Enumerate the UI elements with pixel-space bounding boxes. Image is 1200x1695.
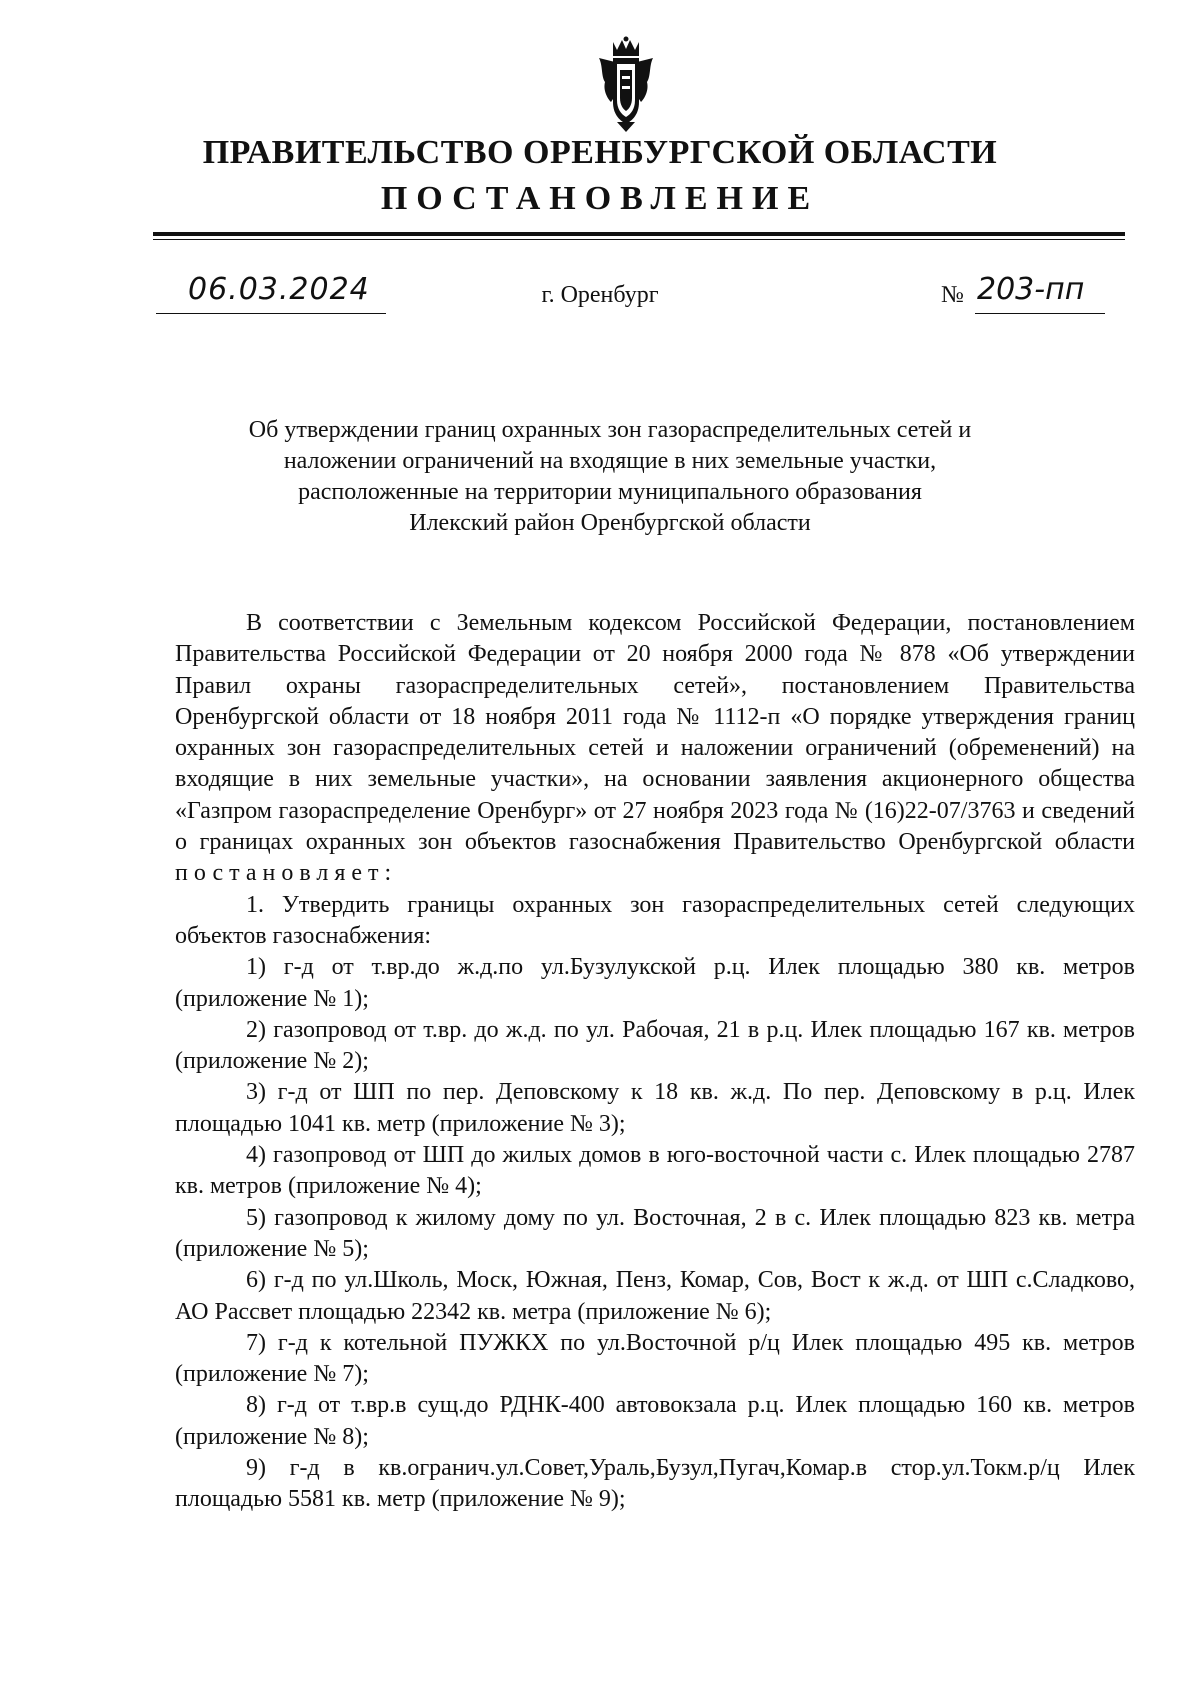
header-divider-thick — [153, 232, 1125, 236]
list-item: 3) г-д от ШП по пер. Деповскому к 18 кв. ж.д. По пер. Деповскому в р.ц. Илек площадью 1041 кв. метр (приложение № 3); — [175, 1079, 1135, 1137]
list-item: 5) газопровод к жилому дому по ул. Восточная, 2 в с. Илек площадью 823 кв. метра (приложение № 5); — [175, 1204, 1135, 1262]
list-item: 1) г-д от т.вр.до ж.д.по ул.Бузулукской р.ц. Илек площадью 380 кв. метров (приложение № 1); — [175, 954, 1135, 1012]
preamble-text: В соответствии с Земельным кодексом Российской Федерации, постановлением Правительства Российской Федерации от 20 ноября 2000 года № 878 «Об утверждении Правил охраны газораспределительных сетей», постановлением Правительства Оренбургской области от 18 ноября 2011 года № 1112-п «О порядке утверждения границ охранных зон газораспределительных сетей и наложении ограничений (обременений) на входящие в них земельные участки», на основании заявления акционерного общества «Газпром газораспределение Оренбург» от 27 ноября 2023 года № (16)22-07/3763 и сведений о границах охранных зон объектов газоснабжения Правительство Оренбургской области — [175, 610, 1135, 856]
subject-line: Илекский район Оренбургской области — [409, 510, 811, 536]
list-item: 9) г-д в кв.огранич.ул.Совет,Ураль,Бузул,Пугач,Комар.в стор.ул.Токм.р/ц Илек площадью 5581 кв. метр (приложение № 9); — [175, 1455, 1135, 1513]
preamble-verb: постановляет: — [175, 860, 398, 887]
list-item: 4) газопровод от ШП до жилых домов в юго-восточной части с. Илек площадью 2787 кв. метров (приложение № 4); — [175, 1142, 1135, 1200]
list-item: 7) г-д к котельной ПУЖКХ по ул.Восточной р/ц Илек площадью 495 кв. метров (приложение № 7); — [175, 1329, 1135, 1388]
number-label: № — [941, 282, 964, 308]
list-item: 8) г-д от т.вр.в сущ.до РДНК-400 автовокзала р.ц. Илек площадью 160 кв. метров (приложение № 8); — [175, 1392, 1135, 1450]
preamble-paragraph — [175, 608, 1135, 890]
subject-line: расположенные на территории муниципального образования — [298, 479, 922, 505]
document-number: 203-пп — [977, 272, 1085, 307]
coat-of-arms-icon — [595, 36, 657, 132]
point-1-paragraph: 1. Утвердить границы охранных зон газораспределительных сетей следующих объектов газоснабжения: — [175, 891, 1135, 949]
document-subject — [180, 415, 1040, 539]
header-divider-thin — [153, 239, 1125, 240]
document-city: г. Оренбург — [541, 282, 659, 308]
subject-line: наложении ограничений на входящие в них земельные участки, — [283, 448, 937, 474]
document-date: 06.03.2024 — [188, 272, 370, 307]
organization-title: ПРАВИТЕЛЬСТВО ОРЕНБУРГСКОЙ ОБЛАСТИ — [202, 134, 998, 171]
document-body — [175, 608, 1135, 1516]
subject-line: Об утверждении границ охранных зон газораспределительных сетей и — [248, 417, 972, 443]
document-type-title: ПОСТАНОВЛЕНИЕ — [380, 180, 820, 217]
list-item: 2) газопровод от т.вр. до ж.д. по ул. Рабочая, 21 в р.ц. Илек площадью 167 кв. метров (приложение № 2); — [175, 1016, 1135, 1075]
number-underline — [975, 313, 1105, 314]
list-item: 6) г-д по ул.Школь, Моск, Южная, Пенз, Комар, Сов, Вост к ж.д. от ШП с.Сладково, АО Рассвет площадью 22342 кв. метра (приложение № 6); — [175, 1267, 1135, 1325]
date-underline — [156, 313, 386, 314]
